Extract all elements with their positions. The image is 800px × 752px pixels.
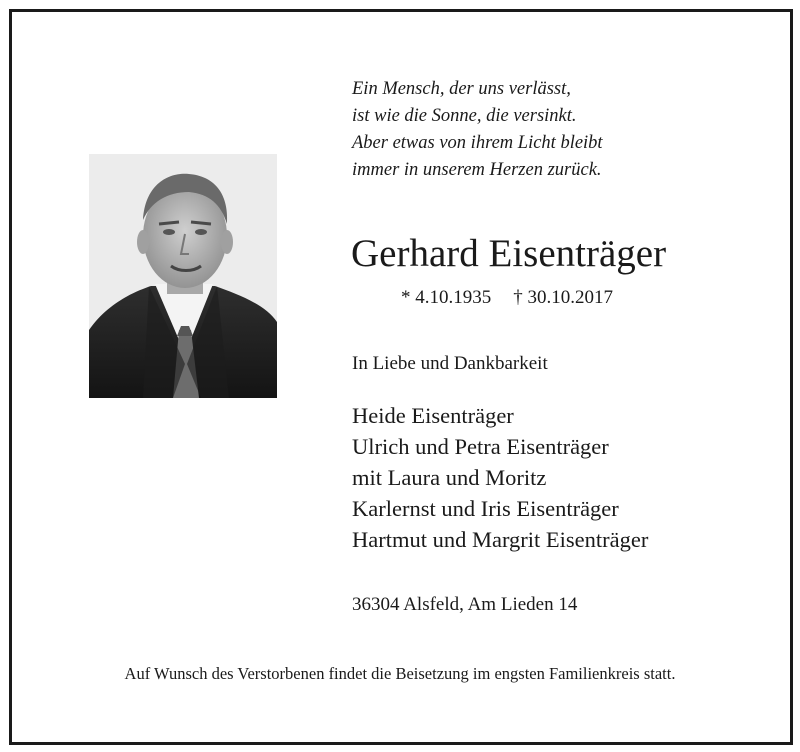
- mourner-name: mit Laura und Moritz: [352, 465, 547, 490]
- deceased-name: Gerhard Eisenträger: [351, 232, 667, 275]
- life-dates: [401, 285, 613, 311]
- burial-notice: Auf Wunsch des Verstorbenen findet die Beisetzung im engsten Familienkreis statt.: [124, 664, 676, 683]
- mourner-name: Karlernst und Iris Eisenträger: [352, 496, 619, 521]
- death-date: † 30.10.2017: [513, 287, 613, 308]
- poem-line: Aber etwas von ihrem Licht bleibt: [352, 133, 603, 153]
- tribute-line: In Liebe und Dankbarkeit: [352, 353, 548, 374]
- poem-line: ist wie die Sonne, die versinkt.: [352, 106, 577, 126]
- mourner-name: Hartmut und Margrit Eisenträger: [352, 527, 649, 552]
- mourner-name: Ulrich und Petra Eisenträger: [352, 434, 609, 459]
- birth-date: * 4.10.1935: [401, 287, 492, 308]
- poem-line: Ein Mensch, der uns verlässt,: [352, 79, 571, 99]
- mourner-name: Heide Eisenträger: [352, 403, 514, 428]
- mourners-list: [352, 400, 648, 555]
- portrait-photo: [89, 154, 277, 398]
- memorial-poem: [352, 76, 603, 184]
- poem-line: immer in unserem Herzen zurück.: [352, 160, 602, 180]
- family-address: 36304 Alsfeld, Am Lieden 14: [352, 594, 578, 615]
